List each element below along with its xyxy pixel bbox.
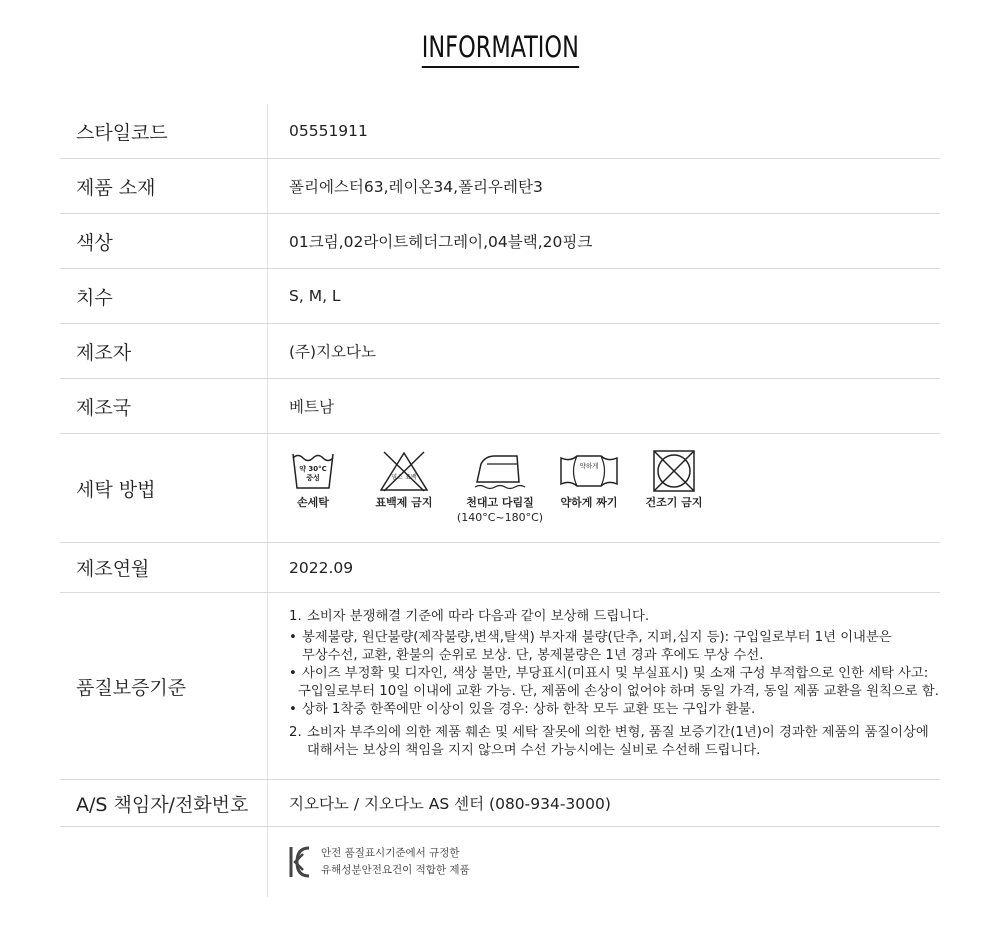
row-value: (주)지오다노 <box>289 343 376 361</box>
quality-item <box>289 665 939 683</box>
washing-icons <box>284 450 716 525</box>
wash-inner-text: 약 30°C <box>299 465 327 474</box>
quality-mark: • <box>289 630 297 645</box>
row-value <box>268 827 940 897</box>
row-value: S, M, L <box>289 287 341 305</box>
row-washing <box>60 434 940 543</box>
iron-icon <box>473 450 527 492</box>
page-title <box>0 30 1000 68</box>
row-label: 제품 소재 <box>60 159 268 213</box>
wash-caption: 천대고 다림질 <box>466 496 534 510</box>
quality-item <box>289 701 939 719</box>
row-label: 치수 <box>60 269 268 323</box>
wash-item-no-tumble-dry <box>632 450 716 511</box>
wash-inner-text: 염소 <box>391 474 403 482</box>
wash-caption-sub: (140°C~180°C) <box>456 511 544 525</box>
quality-item <box>289 724 939 742</box>
gentle-wring-icon <box>558 450 620 492</box>
wash-item-hand-wash <box>284 450 342 511</box>
row-as <box>60 780 940 827</box>
wash-caption: 표백제 금지 <box>375 496 433 510</box>
row-value <box>268 593 940 779</box>
row-color <box>60 214 940 269</box>
row-style-code <box>60 104 940 159</box>
page-title-text: INFORMATION <box>421 30 578 68</box>
row-label: 제조연월 <box>60 543 268 592</box>
row-value: 01크림,02라이트헤더그레이,04블랙,20핑크 <box>289 233 593 251</box>
row-value: 폴리에스터63,레이온34,폴리우레탄3 <box>289 178 543 196</box>
no-tumble-dry-icon <box>651 450 697 492</box>
info-table <box>60 104 940 897</box>
quality-item <box>289 629 939 647</box>
quality-line-cont: 구입일로부터 10일 이내에 교환 가능. 단, 제품에 손상이 없어야 하며 동일 가격, 동일 제품 교환을 원칙으로 함. <box>298 684 939 699</box>
wash-caption: 손세탁 <box>297 496 329 510</box>
quality-mark: • <box>289 702 297 717</box>
wash-caption: 건조기 금지 <box>645 496 703 510</box>
row-label <box>60 827 268 897</box>
no-bleach-icon <box>378 450 430 492</box>
row-label: 제조국 <box>60 379 268 433</box>
quality-line: 소비자 분쟁해결 기준에 따라 다음과 같이 보상해 드립니다. <box>307 609 650 624</box>
row-label: 색상 <box>60 214 268 268</box>
wash-item-no-bleach <box>354 450 454 511</box>
wash-item-gentle-wring <box>546 450 632 511</box>
row-manufacturer <box>60 324 940 379</box>
row-value: 지오다노 / 지오다노 AS 센터 (080-934-3000) <box>289 795 611 813</box>
wash-item-iron <box>454 450 546 525</box>
quality-line-cont: 대해서는 보상의 책임을 지지 않으며 수선 가능시에는 실비로 수선해 드립니다. <box>307 743 761 758</box>
row-value: 베트남 <box>289 398 334 416</box>
quality-text <box>289 593 939 774</box>
quality-line: 사이즈 부정확 및 디자인, 색상 불만, 부당표시(미표시 및 부실표시) 및 소재 구성 부적합으로 인한 세탁 사고: <box>302 666 929 681</box>
row-quality <box>60 593 940 780</box>
quality-mark: • <box>289 666 297 681</box>
kc-mark-icon <box>289 845 313 879</box>
row-label: A/S 책임자/전화번호 <box>60 780 268 826</box>
row-value: 05551911 <box>289 122 368 140</box>
row-kc <box>60 827 940 897</box>
row-material <box>60 159 940 214</box>
kc-certification <box>289 845 470 879</box>
wash-inner-text: 약하게 <box>579 462 599 471</box>
row-country <box>60 379 940 434</box>
quality-line-cont: 무상수선, 교환, 환불의 순위로 보상. 단, 봉제불량은 1년 경과 후에도 무상 수선. <box>302 648 764 663</box>
hand-wash-icon <box>290 450 336 492</box>
kc-line: 안전 품질표시기준에서 규정한 <box>321 847 460 859</box>
wash-inner-text: 중성 <box>306 474 320 483</box>
quality-mark: 1. <box>289 609 302 624</box>
quality-mark: 2. <box>289 725 302 740</box>
row-label: 스타일코드 <box>60 104 268 158</box>
wash-caption: 약하게 짜기 <box>560 496 618 510</box>
row-value <box>268 434 940 542</box>
quality-line: 소비자 부주의에 의한 제품 훼손 및 세탁 잘못에 의한 변형, 품질 보증기간(1년)이 경과한 제품의 품질이상에 <box>307 725 929 740</box>
row-label: 세탁 방법 <box>60 434 268 542</box>
row-label: 제조자 <box>60 324 268 378</box>
row-label: 품질보증기준 <box>60 593 268 779</box>
quality-line: 상하 1착중 한쪽에만 이상이 있을 경우: 상하 한착 모두 교환 또는 구입가 환불. <box>302 702 756 717</box>
quality-item <box>289 608 939 626</box>
row-size <box>60 269 940 324</box>
kc-text <box>321 845 470 879</box>
row-date <box>60 543 940 593</box>
kc-line: 유해성분안전요건이 적합한 제품 <box>321 864 470 876</box>
quality-line: 봉제불량, 원단불량(제작불량,변색,탈색) 부자재 불량(단추, 지퍼,심지 등): 구입일로부터 1년 이내분은 <box>302 630 892 645</box>
wash-inner-text: 표백 <box>405 474 417 482</box>
row-value: 2022.09 <box>289 558 354 577</box>
